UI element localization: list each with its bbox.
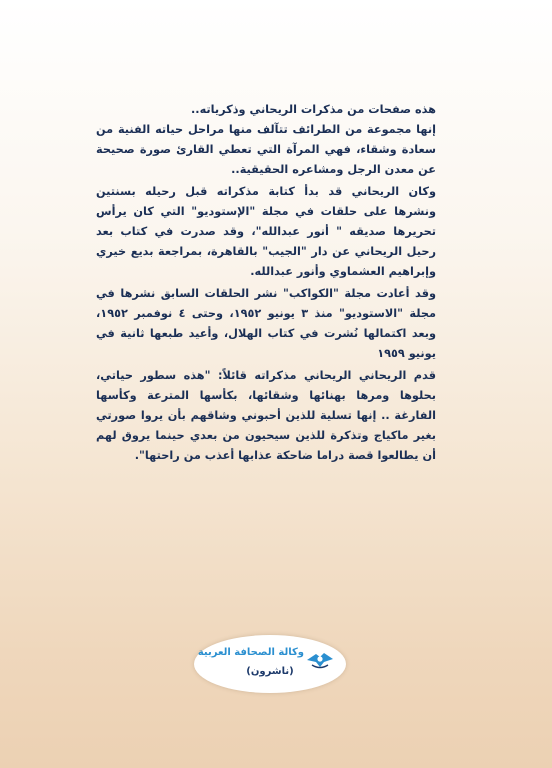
- publisher-logo: [194, 635, 346, 693]
- publisher-name: وكالة الصحافة العربية: [197, 647, 304, 658]
- blurb-paragraph-intro: هذه صفحات من مذكرات الريحاني وذكرياته.. إنها مجموعة من الطرائف تتآلف منها مراحل حياته الفنية من سعادة وشقاء، فهي المرآة التي تعطي القارئ صورة صحيحة عن معدن الرجل ومشاعره الحقيقية..: [96, 103, 436, 176]
- blurb-paragraph-republication: وقد أعادت مجلة "الكواكب" نشر الحلقات السابق نشرها في مجلة "الاستوديو" منذ ٣ يونيو ١٩٥٢، وحتى ٤ نوفمبر ١٩٥٢، وبعد اكتمالها نُشرت في كتاب الهلال، وأعيد طبعها ثانية في يونيو ١٩٥٩: [96, 287, 436, 360]
- blurb-paragraph-history: وكان الريحاني قد بدأ كتابة مذكراته قبل رحيله بسنتين ونشرها على حلقات في مجلة "الإستوديو" التي كان يرأس تحريرها صديقه " أنور عبدالله"، وقد صدرت في كتاب بعد رحيل الريحاني عن دار "الجيب" بالقاهرة، بمراجعة بديع خيري وإبراهيم العشماوي وأنور عبدالله.: [96, 185, 436, 278]
- blurb-paragraph-quote: قدم الريحاني الريحاني مذكراته قائلاً: "هذه سطور حياتي، بحلوها ومرها بهنائها وشقائها، بكأسها المترعة وكأسها الفارغة .. إنها تسلية للذين أحبوني وشاقهم بأن يروا صورتي بغير ماكياج وتذكرة للذين سيحيون من بعدي حينما يروق لهم أن يطالعوا قصة دراما ضاحكة عذابها أعذب من راحتها".: [96, 369, 436, 462]
- publisher-subtitle: (ناشرون): [246, 666, 294, 677]
- blurb-text: [96, 100, 436, 466]
